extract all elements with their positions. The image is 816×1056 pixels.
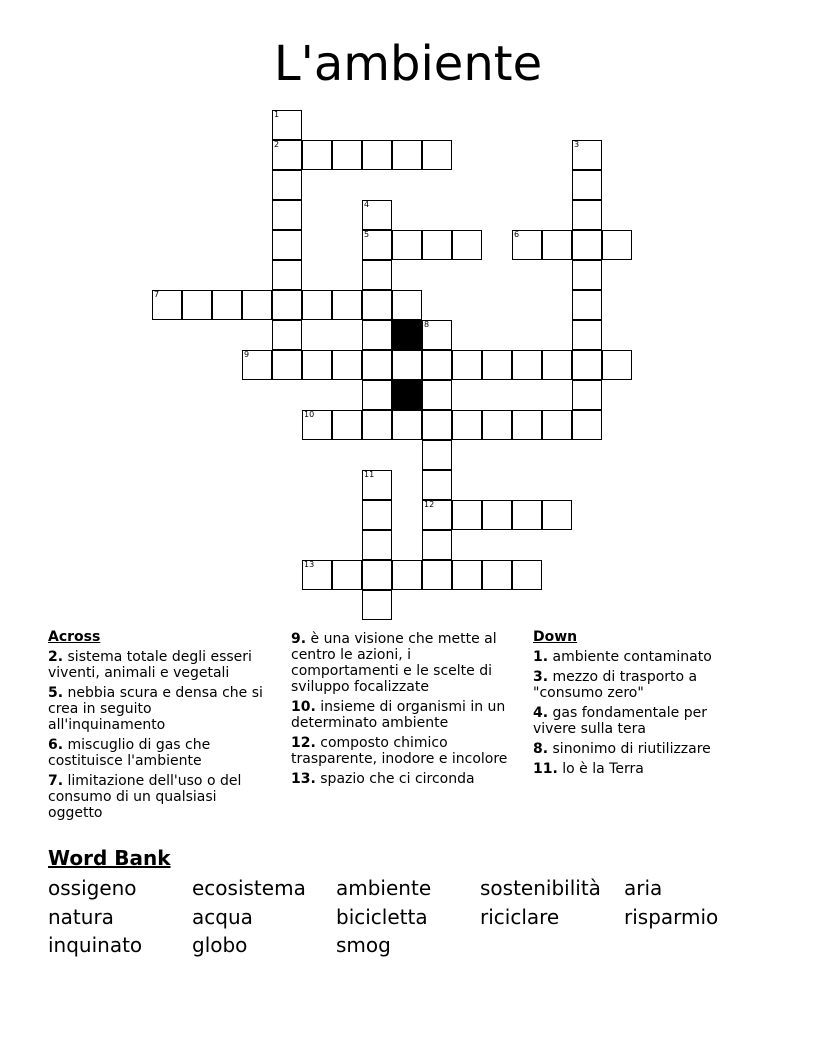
grid-cell[interactable] bbox=[572, 380, 602, 410]
grid-cell[interactable] bbox=[212, 290, 242, 320]
grid-cell[interactable] bbox=[422, 530, 452, 560]
black-cell bbox=[392, 320, 422, 350]
grid-cell[interactable] bbox=[242, 290, 272, 320]
word-bank-title: Word Bank bbox=[48, 846, 171, 870]
clue-number: 4 bbox=[364, 200, 370, 209]
clue-text: miscuglio di gas che costituisce l'ambiente bbox=[48, 737, 211, 769]
grid-cell[interactable] bbox=[452, 560, 482, 590]
grid-cell[interactable] bbox=[332, 350, 362, 380]
clue-number: 6. bbox=[48, 737, 64, 753]
clue-number: 13. bbox=[291, 771, 316, 787]
grid-cell[interactable] bbox=[572, 170, 602, 200]
grid-cell[interactable] bbox=[272, 110, 302, 140]
clue-number: 4. bbox=[533, 705, 549, 721]
clue-text: mezzo di trasporto a "consumo zero" bbox=[533, 669, 698, 701]
grid-cell[interactable] bbox=[572, 410, 602, 440]
grid-cell[interactable] bbox=[482, 350, 512, 380]
grid-cell[interactable] bbox=[362, 530, 392, 560]
clue-item bbox=[48, 685, 270, 733]
grid-cell[interactable] bbox=[362, 260, 392, 290]
grid-cell[interactable] bbox=[272, 140, 302, 170]
grid-cell[interactable] bbox=[392, 230, 422, 260]
word-bank-word: natura bbox=[48, 904, 114, 929]
clue-item bbox=[48, 737, 270, 769]
clue-text: sistema totale degli esseri viventi, animali e vegetali bbox=[48, 649, 252, 681]
clue-number: 6 bbox=[514, 230, 520, 239]
grid-cell[interactable] bbox=[452, 410, 482, 440]
grid-cell[interactable] bbox=[572, 260, 602, 290]
grid-cell[interactable] bbox=[302, 140, 332, 170]
grid-cell[interactable] bbox=[602, 350, 632, 380]
grid-cell[interactable] bbox=[272, 200, 302, 230]
grid-cell[interactable] bbox=[392, 560, 422, 590]
grid-cell[interactable] bbox=[392, 410, 422, 440]
grid-cell[interactable] bbox=[572, 290, 602, 320]
grid-cell[interactable] bbox=[242, 350, 272, 380]
grid-cell[interactable] bbox=[512, 230, 542, 260]
clue-number: 2. bbox=[48, 649, 64, 665]
word-bank-list bbox=[48, 874, 768, 960]
grid-cell[interactable] bbox=[452, 500, 482, 530]
grid-cell[interactable] bbox=[512, 500, 542, 530]
grid-cell[interactable] bbox=[302, 410, 332, 440]
grid-cell[interactable] bbox=[362, 410, 392, 440]
grid-cell[interactable] bbox=[182, 290, 212, 320]
grid-cell[interactable] bbox=[422, 560, 452, 590]
word-bank-word: acqua bbox=[192, 904, 253, 929]
grid-cell[interactable] bbox=[272, 260, 302, 290]
grid-cell[interactable] bbox=[392, 350, 422, 380]
word-bank-word: ossigeno bbox=[48, 876, 137, 900]
grid-cell[interactable] bbox=[452, 350, 482, 380]
clue-number: 2 bbox=[274, 140, 280, 149]
clue-number: 10. bbox=[291, 699, 316, 715]
clue-item bbox=[533, 649, 733, 665]
clue-number: 8 bbox=[424, 320, 430, 329]
clue-text: spazio che ci circonda bbox=[320, 771, 475, 787]
grid-cell[interactable] bbox=[422, 500, 452, 530]
clue-item bbox=[533, 669, 733, 701]
grid-cell[interactable] bbox=[332, 410, 362, 440]
clue-text: limitazione dell'uso o del consumo di un qualsiasi oggetto bbox=[48, 773, 242, 821]
clue-number: 11 bbox=[364, 470, 375, 479]
across-clues-column-2 bbox=[291, 631, 521, 791]
grid-cell[interactable] bbox=[362, 140, 392, 170]
clue-number: 13 bbox=[304, 560, 315, 569]
grid-cell[interactable] bbox=[302, 560, 332, 590]
clue-text: insieme di organismi in un determinato ambiente bbox=[291, 699, 506, 731]
grid-cell[interactable] bbox=[332, 140, 362, 170]
grid-cell[interactable] bbox=[422, 410, 452, 440]
clue-item bbox=[533, 761, 733, 777]
word-bank-word: sostenibilità bbox=[480, 876, 601, 900]
grid-cell[interactable] bbox=[392, 140, 422, 170]
grid-cell[interactable] bbox=[362, 290, 392, 320]
grid-cell[interactable] bbox=[272, 170, 302, 200]
across-header: Across bbox=[48, 629, 101, 645]
grid-cell[interactable] bbox=[542, 410, 572, 440]
grid-cell[interactable] bbox=[542, 350, 572, 380]
grid-cell[interactable] bbox=[482, 560, 512, 590]
grid-cell[interactable] bbox=[362, 590, 392, 620]
grid-cell[interactable] bbox=[272, 350, 302, 380]
clue-item bbox=[291, 631, 521, 695]
grid-cell[interactable] bbox=[362, 470, 392, 500]
grid-cell[interactable] bbox=[362, 350, 392, 380]
clue-number: 7. bbox=[48, 773, 64, 789]
clue-number: 5. bbox=[48, 685, 64, 701]
grid-cell[interactable] bbox=[362, 230, 392, 260]
clue-item bbox=[291, 699, 521, 731]
grid-cell[interactable] bbox=[392, 290, 422, 320]
word-bank-word: ambiente bbox=[336, 876, 432, 900]
clue-text: lo è la Terra bbox=[562, 761, 644, 777]
word-bank-word: riciclare bbox=[480, 904, 560, 929]
word-bank-word: globo bbox=[192, 933, 248, 957]
word-bank-word: risparmio bbox=[624, 904, 719, 929]
grid-cell[interactable] bbox=[452, 230, 482, 260]
grid-cell[interactable] bbox=[272, 230, 302, 260]
puzzle-title: L'ambiente bbox=[273, 36, 543, 92]
grid-cell[interactable] bbox=[272, 320, 302, 350]
grid-cell[interactable] bbox=[152, 290, 182, 320]
word-bank-word: smog bbox=[336, 933, 391, 957]
grid-cell[interactable] bbox=[362, 500, 392, 530]
clue-number: 8. bbox=[533, 741, 549, 757]
clue-number: 9. bbox=[291, 631, 307, 647]
clue-number: 12 bbox=[424, 500, 435, 509]
clue-number: 1. bbox=[533, 649, 549, 665]
down-clues-column bbox=[533, 629, 733, 781]
clue-number: 12. bbox=[291, 735, 316, 751]
clue-number: 1 bbox=[274, 110, 280, 119]
clue-item bbox=[291, 771, 521, 787]
clue-text: composto chimico trasparente, inodore e incolore bbox=[291, 735, 508, 767]
across-clues-column bbox=[48, 629, 270, 825]
clue-text: sinonimo di riutilizzare bbox=[552, 741, 711, 757]
grid-cell[interactable] bbox=[572, 320, 602, 350]
grid-cell[interactable] bbox=[362, 320, 392, 350]
grid-cell[interactable] bbox=[302, 350, 332, 380]
grid-cell[interactable] bbox=[272, 290, 302, 320]
grid-cell[interactable] bbox=[482, 500, 512, 530]
clue-item bbox=[48, 649, 270, 681]
grid-cell[interactable] bbox=[332, 290, 362, 320]
grid-cell[interactable] bbox=[422, 380, 452, 410]
clue-number: 10 bbox=[304, 410, 315, 419]
clue-text: nebbia scura e densa che si crea in seguito all'inquinamento bbox=[48, 685, 263, 733]
grid-cell[interactable] bbox=[542, 230, 572, 260]
clue-number: 7 bbox=[154, 290, 160, 299]
grid-cell[interactable] bbox=[512, 560, 542, 590]
grid-cell[interactable] bbox=[572, 200, 602, 230]
grid-cell[interactable] bbox=[362, 560, 392, 590]
clue-item bbox=[533, 741, 733, 757]
clue-number: 3. bbox=[533, 669, 549, 685]
clue-item bbox=[291, 735, 521, 767]
clue-item bbox=[48, 773, 270, 821]
grid-cell[interactable] bbox=[302, 290, 332, 320]
grid-cell[interactable] bbox=[422, 230, 452, 260]
grid-cell[interactable] bbox=[422, 440, 452, 470]
black-cell bbox=[392, 380, 422, 410]
clue-text: è una visione che mette al centro le azioni, i comportamenti e le scelte di sviluppo focalizzate bbox=[291, 631, 497, 695]
word-bank-word: ecosistema bbox=[192, 876, 306, 900]
grid-cell[interactable] bbox=[572, 350, 602, 380]
grid-cell[interactable] bbox=[482, 410, 512, 440]
clue-text: gas fondamentale per vivere sulla tera bbox=[533, 705, 707, 737]
grid-cell[interactable] bbox=[362, 200, 392, 230]
down-header: Down bbox=[533, 629, 578, 645]
grid-cell[interactable] bbox=[512, 350, 542, 380]
word-bank-word: bicicletta bbox=[336, 904, 428, 929]
grid-cell[interactable] bbox=[422, 470, 452, 500]
grid-cell[interactable] bbox=[572, 140, 602, 170]
clue-text: ambiente contaminato bbox=[552, 649, 712, 665]
grid-cell[interactable] bbox=[422, 140, 452, 170]
clue-item bbox=[533, 705, 733, 737]
clue-number: 5 bbox=[364, 230, 370, 239]
clue-number: 11. bbox=[533, 761, 558, 777]
word-bank-word: aria bbox=[624, 876, 663, 900]
grid-cell[interactable] bbox=[572, 230, 602, 260]
grid-cell[interactable] bbox=[332, 560, 362, 590]
clue-number: 3 bbox=[574, 140, 580, 149]
word-bank-word: inquinato bbox=[48, 933, 143, 957]
clue-number: 9 bbox=[244, 350, 250, 359]
grid-cell[interactable] bbox=[422, 320, 452, 350]
grid-cell[interactable] bbox=[422, 350, 452, 380]
grid-cell[interactable] bbox=[542, 500, 572, 530]
grid-cell[interactable] bbox=[362, 380, 392, 410]
grid-cell[interactable] bbox=[512, 410, 542, 440]
grid-cell[interactable] bbox=[602, 230, 632, 260]
